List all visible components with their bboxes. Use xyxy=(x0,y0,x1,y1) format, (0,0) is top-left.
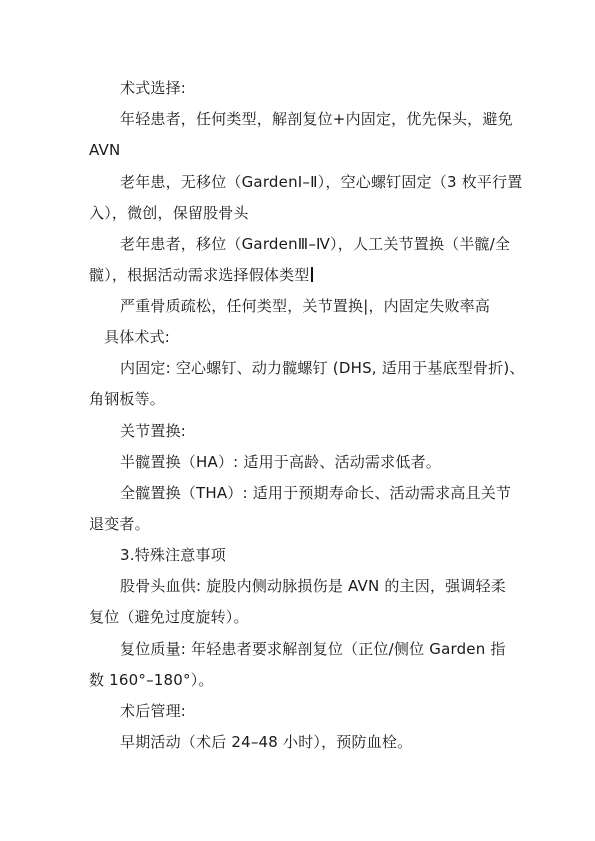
heading-postop-management: 术后管理: xyxy=(120,702,187,720)
paragraph-line: AVN xyxy=(89,141,121,159)
paragraph-line: 角钢板等。 xyxy=(89,390,166,408)
heading-procedure-selection: 术式选择: xyxy=(120,79,187,97)
paragraph-line-with-cursor xyxy=(89,265,313,285)
paragraph-line: 老年患者，移位（GardenⅢ–Ⅳ），人工关节置换（半髋/全 xyxy=(120,235,511,253)
heading-special-notes: 3.特殊注意事项 xyxy=(120,546,226,564)
paragraph-line: 年轻患者，任何类型，解剖复位+内固定，优先保头，避免 xyxy=(120,110,513,128)
heading-specific-procedure: 具体术式: xyxy=(104,328,171,346)
paragraph-line: 入），微创，保留股骨头 xyxy=(89,204,249,222)
text-cursor xyxy=(311,267,313,282)
paragraph-line: 老年患，无移位（GardenⅠ–Ⅱ），空心螺钉固定（3 枚平行置 xyxy=(120,173,523,191)
paragraph-line: 复位质量: 年轻患者要求解剖复位（正位/侧位 Garden 指 xyxy=(120,640,506,658)
paragraph-line: 复位（避免过度旋转）。 xyxy=(89,608,249,626)
paragraph-line: 股骨头血供: 旋股内侧动脉损伤是 AVN 的主因，强调轻柔 xyxy=(120,577,506,595)
paragraph-line: 退变者。 xyxy=(89,515,150,533)
paragraph-line: 内固定: 空心螺钉、动力髋螺钉 (DHS, 适用于基底型骨折)、 xyxy=(120,359,525,377)
paragraph-line: 数 160°–180°）。 xyxy=(89,671,214,689)
paragraph-line: 严重骨质疏松，任何类型，关节置换|，内固定失败率高 xyxy=(120,297,491,315)
paragraph-line-text: 髋），根据活动需求选择假体类型 xyxy=(89,266,310,284)
paragraph-line: 早期活动（术后 24–48 小时），预防血栓。 xyxy=(120,733,413,751)
heading-joint-replacement: 关节置换: xyxy=(120,422,187,440)
paragraph-line: 全髋置换（THA）: 适用于预期寿命长、活动需求高且关节 xyxy=(120,484,512,502)
paragraph-line: 半髋置换（HA）: 适用于高龄、活动需求低者。 xyxy=(120,453,441,471)
